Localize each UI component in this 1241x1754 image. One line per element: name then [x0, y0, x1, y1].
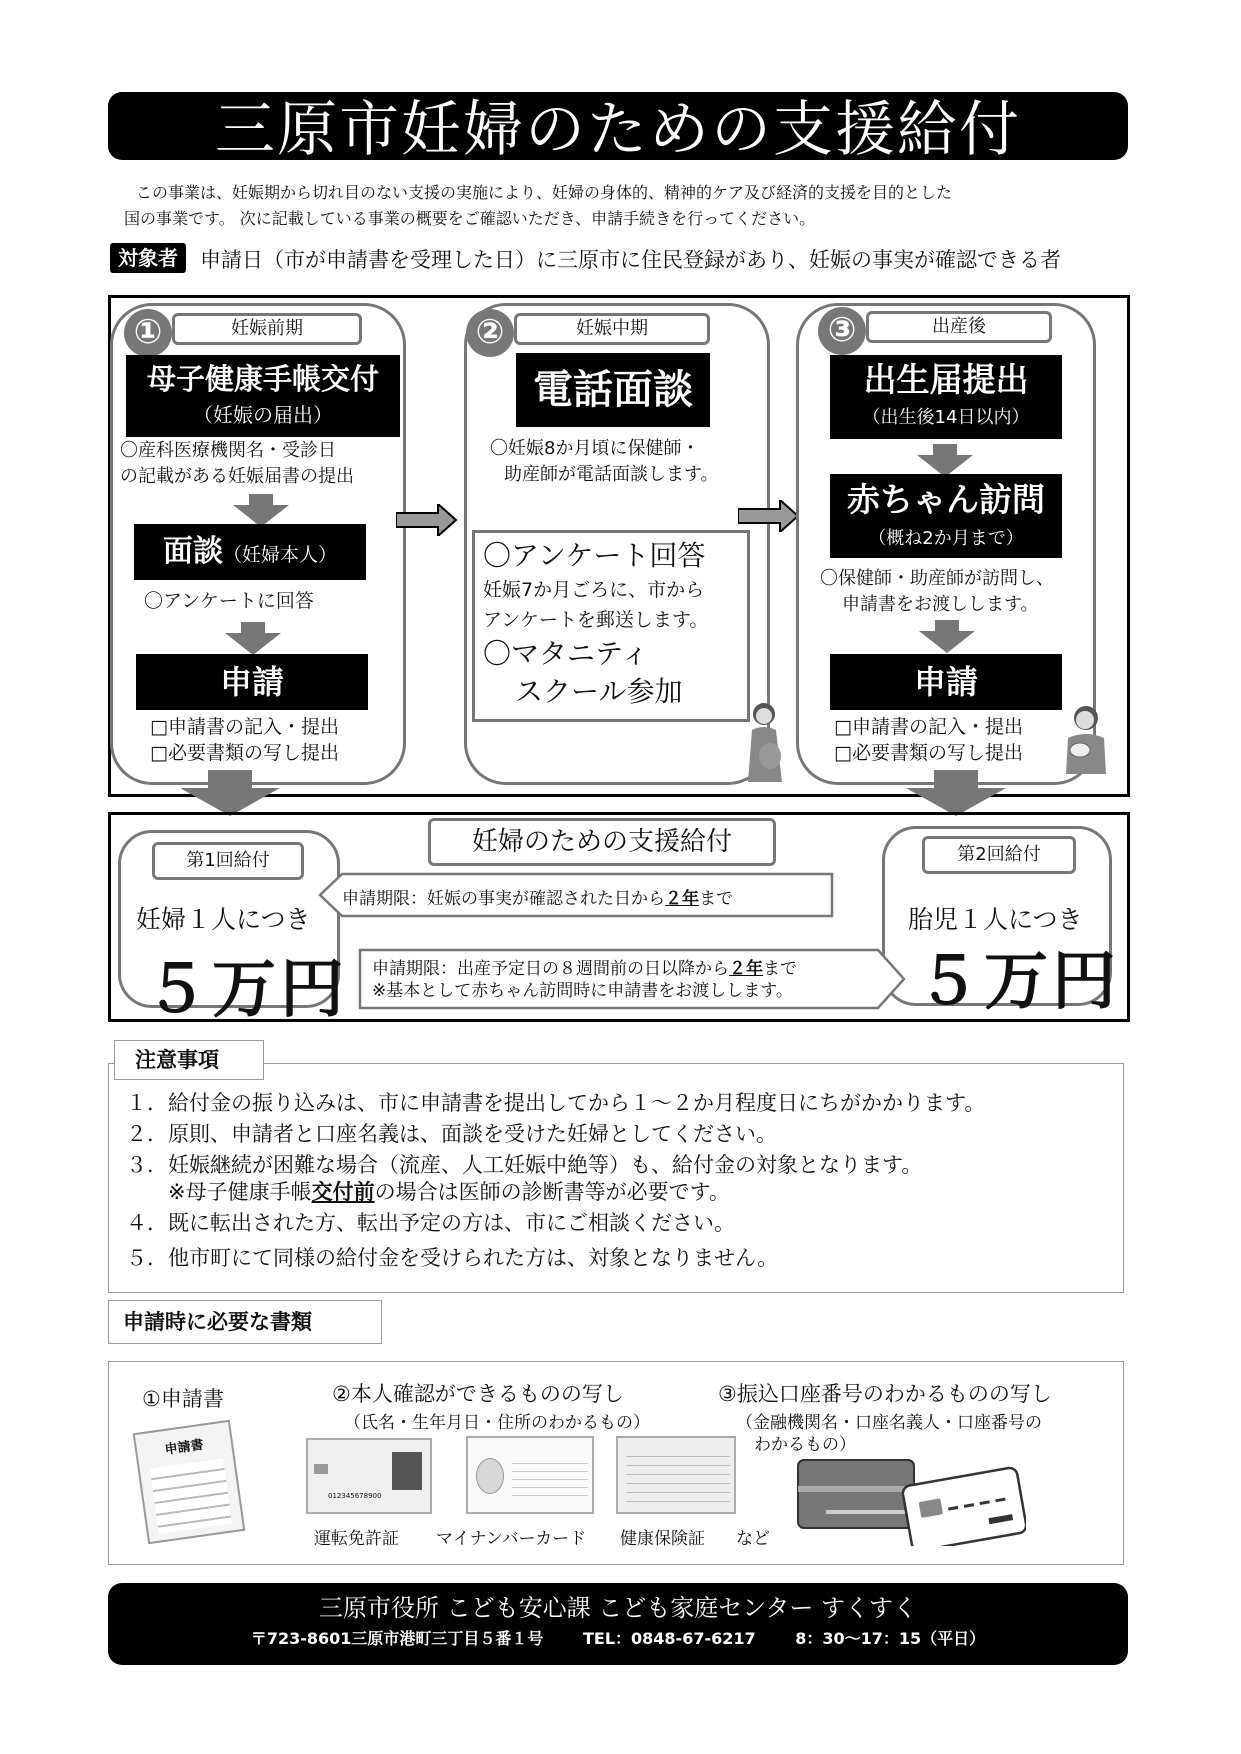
stage-2-survey-title: 〇アンケート回答	[483, 539, 706, 572]
stage-3-desc-2-line-1: 〇保健師・助産師が訪問し、	[820, 568, 1054, 589]
stage-1-box-handbook-title: 母子健康手帳交付	[146, 362, 379, 396]
stage-2-label: 妊娠中期	[514, 313, 710, 345]
stage-3-desc-3	[834, 714, 1023, 766]
first-benefit-amount: ５万円	[144, 953, 348, 1027]
license-chip	[314, 1464, 328, 1474]
stage-3-box-visit	[830, 474, 1062, 558]
stage-3-arrow-2	[919, 631, 975, 653]
benefit-arrow-left	[180, 770, 280, 816]
note-item-3: ３．妊娠継続が困難な場合（流産、人工妊娠中絶等）も、給付金の対象となります。	[126, 1153, 923, 1177]
stage-2-number: ②	[466, 309, 514, 357]
footer-tel: TEL：0848-67-6217	[582, 1629, 756, 1648]
stage-1-box-interview-sub: （妊婦本人）	[222, 544, 337, 566]
license-photo	[392, 1452, 422, 1490]
doc-2-etc: など	[736, 1529, 770, 1549]
note-item-1: １．給付金の振り込みは、市に申請書を提出してから１～２か月程度日にちがかかります。	[126, 1091, 986, 1115]
second-deadline-prefix: 申請期限：出産予定日の８週間前の日以降から	[372, 959, 729, 979]
benefit-heading: 妊婦のための支援給付	[428, 818, 776, 866]
stage-1-label: 妊娠前期	[172, 313, 362, 345]
doc-3-label: ③振込口座番号のわかるものの写し	[718, 1382, 1052, 1406]
stage-3-box-visit-sub: （概ね2か月まで）	[868, 528, 1024, 549]
doc-3-sub-2: わかるもの）	[754, 1435, 856, 1455]
first-deadline-em: ２年	[665, 889, 699, 909]
stage-3-desc-3-line-1: □申請書の記入・提出	[834, 716, 1023, 738]
second-deadline-note: ※基本として赤ちゃん訪問時に申請書をお渡しします。	[372, 981, 793, 1001]
stage-2-survey-line-1: 妊娠7か月ごろに、市から	[483, 579, 705, 601]
form-lines	[150, 1458, 232, 1534]
target-text: 申請日（市が申請書を受理した日）に三原市に住民登録があり、妊娠の事実が確認できる者	[200, 248, 1061, 272]
note-item-3-sub-suffix: の場合は医師の診断書等が必要です。	[374, 1180, 730, 1204]
mother-baby-illustration	[1060, 704, 1108, 774]
stage-2-desc-1	[490, 436, 719, 488]
stage-3-desc-2-line-2: 申請書をお渡しします。	[842, 594, 1039, 615]
doc-1-label: ①申請書	[142, 1387, 224, 1411]
note-item-4: ４．既に転出された方、転出予定の方は、市にご相談ください。	[126, 1211, 735, 1235]
contact-footer	[108, 1583, 1128, 1665]
first-deadline-prefix: 申請期限：妊娠の事実が確認された日から	[342, 889, 665, 909]
stage-1-box-handbook-sub: （妊娠の届出）	[193, 403, 333, 427]
second-benefit-amount: ５万円	[916, 945, 1120, 1019]
stage-3-desc-3-line-2: □必要書類の写し提出	[834, 742, 1023, 764]
stage-1-number: ①	[124, 309, 172, 357]
stage-3-box-apply: 申請	[830, 654, 1062, 710]
stage-1-arrow-2	[225, 633, 281, 655]
note-item-3-sub-em: 交付前	[311, 1180, 375, 1204]
stage-1-desc-2: 〇アンケートに回答	[144, 590, 314, 612]
doc-2a-label: 運転免許証	[314, 1529, 399, 1549]
doc-2b-label: マイナンバーカード	[436, 1529, 587, 1549]
bankbook-card-illustration	[796, 1456, 1026, 1546]
stage-2-box-phone: 電話面談	[516, 353, 710, 427]
notes-heading: 注意事項	[114, 1040, 264, 1080]
footer-details	[108, 1627, 1128, 1651]
stage-3-label: 出産後	[866, 311, 1052, 343]
stage-3-box-birth-title: 出生届提出	[863, 360, 1029, 399]
stage-3-box-birth-sub: （出生後14日以内）	[862, 407, 1030, 428]
stage-3-desc-2	[820, 566, 1054, 618]
stage-1-box-handbook	[126, 355, 400, 437]
page-title: 三原市妊婦のための支援給付	[108, 92, 1128, 160]
stage-1-desc-1-line-1: 〇産科医療機関名・受診日	[120, 440, 336, 461]
insurance-card-illustration	[616, 1436, 736, 1514]
first-deadline-text	[342, 884, 733, 909]
drivers-license-illustration	[306, 1438, 432, 1514]
footer-address: 〒723-8601三原市港町三丁目５番１号	[250, 1629, 544, 1648]
doc-2c-label: 健康保険証	[620, 1529, 705, 1549]
stage-1-desc-3-line-1: □申請書の記入・提出	[150, 716, 339, 738]
note-item-3-sub-prefix: ※母子健康手帳	[168, 1180, 312, 1204]
stage-arrow-1-2	[396, 504, 458, 536]
target-tag: 対象者	[110, 243, 186, 273]
license-number: 012345678900	[328, 1492, 382, 1500]
intro-text	[124, 180, 1124, 232]
stage-1-desc-3-line-2: □必要書類の写し提出	[150, 742, 339, 764]
stage-1-box-interview	[134, 524, 366, 580]
second-deadline-text	[372, 958, 797, 1002]
stage-arrow-2-3	[738, 500, 800, 532]
doc-2-label: ②本人確認ができるものの写し	[332, 1382, 624, 1406]
benefit-arrow-right	[906, 770, 1006, 816]
insurance-lines	[626, 1448, 730, 1506]
stage-2-survey-box	[472, 530, 750, 722]
pregnant-woman-illustration	[742, 700, 786, 784]
stage-2-desc-1-line-2: 助産師が電話面談します。	[504, 464, 719, 485]
stage-2-school-line-2: スクール参加	[515, 675, 683, 708]
intro-line-2: 国の事業です。 次に記載している事業の概要をご確認いただき、申請手続きを行ってください。	[124, 209, 816, 228]
mynumber-photo	[476, 1458, 504, 1494]
second-deadline-line	[372, 958, 797, 980]
note-item-3-sub	[126, 1177, 985, 1208]
stage-1-desc-1-line-2: の記載がある妊娠届書の提出	[120, 466, 354, 487]
doc-2-sub: （氏名・生年月日・住所のわかるもの）	[344, 1413, 650, 1433]
mynumber-lines	[512, 1456, 588, 1500]
stage-2-desc-1-line-1: 〇妊娠8か月頃に保健師・	[490, 438, 700, 459]
stage-3-box-birth	[830, 355, 1062, 439]
doc-3-sub-1: （金融機関名・口座名義人・口座番号の	[736, 1413, 1042, 1433]
stage-1-box-apply: 申請	[136, 654, 368, 710]
footer-hours: 8：30～17：15（平日）	[795, 1629, 986, 1648]
notes-list	[126, 1088, 985, 1274]
intro-line-1: この事業は、妊娠期から切れ目のない支援の実施により、妊婦の身体的、精神的ケア及び経済的支援を目的とした	[136, 183, 953, 202]
application-form-illustration	[133, 1420, 246, 1545]
stage-2-survey-line-2: アンケートを郵送します。	[483, 609, 709, 631]
second-benefit-per: 胎児１人につき	[908, 905, 1083, 934]
first-benefit-label: 第1回給付	[152, 842, 304, 880]
second-benefit-label: 第2回給付	[922, 836, 1076, 874]
second-deadline-suffix: まで	[763, 959, 797, 979]
stage-1-box-interview-title: 面談	[162, 534, 223, 569]
second-deadline-em: ２年	[729, 959, 763, 979]
application-form-img-text: 申請書	[163, 1437, 205, 1458]
note-item-5: ５．他市町にて同様の給付金を受けられた方は、対象となりません。	[126, 1246, 779, 1270]
stage-3-number: ③	[818, 307, 866, 355]
stage-3-box-visit-title: 赤ちゃん訪問	[847, 480, 1045, 519]
stage-2-school-line-1: 〇マタニティ	[483, 637, 649, 670]
first-benefit-per: 妊婦１人につき	[136, 905, 311, 934]
first-deadline-suffix: まで	[699, 889, 733, 909]
stage-1-desc-1	[120, 438, 410, 490]
docs-heading: 申請時に必要な書類	[108, 1300, 382, 1344]
mynumber-card-illustration	[466, 1436, 594, 1514]
stage-1-desc-3	[150, 714, 339, 766]
footer-office: 三原市役所 こども安心課 こども家庭センター すくすく	[319, 1594, 917, 1622]
note-item-2: ２．原則、申請者と口座名義は、面談を受けた妊婦としてください。	[126, 1122, 777, 1146]
